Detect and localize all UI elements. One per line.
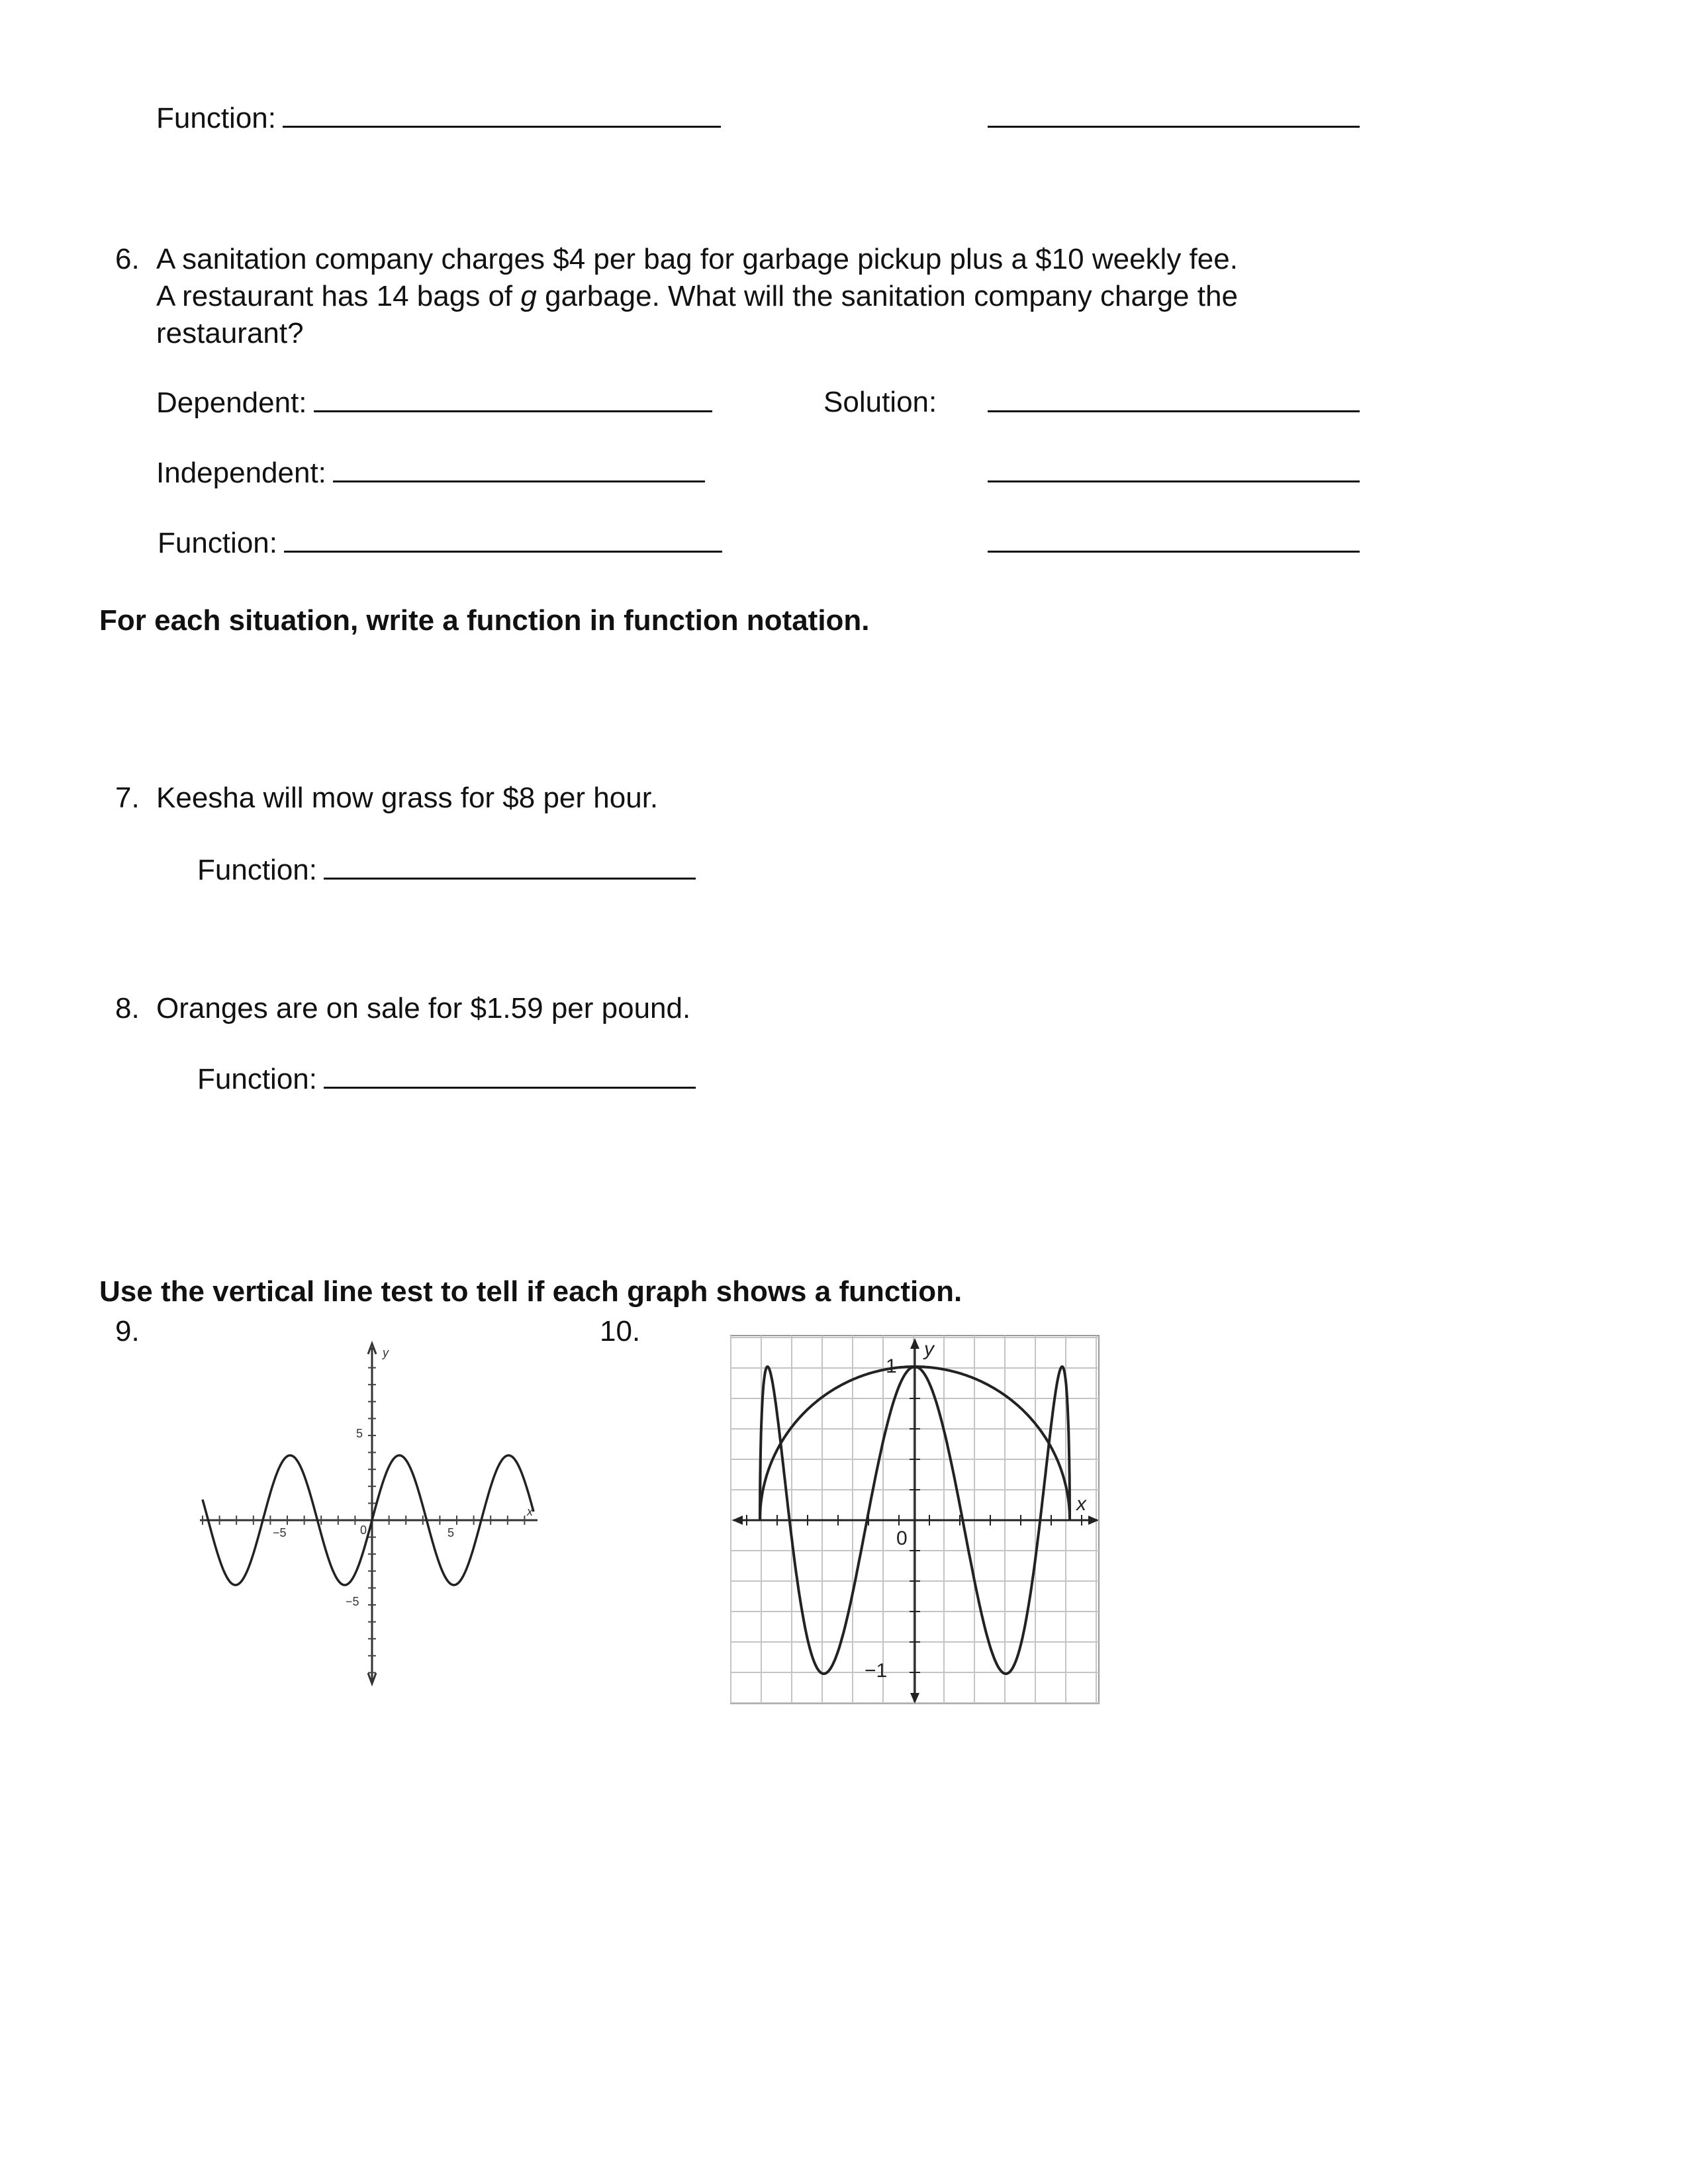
q8-function-row: [197, 1060, 696, 1098]
function-blank[interactable]: [283, 99, 721, 128]
graph10-y-tick-1: 1: [886, 1355, 897, 1377]
dependent-row: [156, 384, 712, 422]
graph10: [722, 1330, 1119, 1727]
graph9-x-tick-pos5: 5: [447, 1526, 455, 1539]
graph10-y-label: y: [924, 1338, 934, 1360]
q6-function-label: Function:: [158, 527, 277, 559]
q8-number: 8.: [115, 992, 140, 1024]
q7-text: Keesha will mow grass for $8 per hour.: [156, 782, 659, 814]
solution-blank-1[interactable]: [988, 384, 1360, 412]
q6-line2: [156, 278, 1238, 315]
q8-function-label: Function:: [197, 1063, 317, 1095]
solution-blank-3-row: [988, 524, 1360, 562]
graph10-number: 10.: [600, 1315, 641, 1347]
q8-text: Oranges are on sale for $1.59 per pound.: [156, 992, 691, 1024]
solution-blank-2-row: [988, 454, 1360, 492]
q6-function-blank[interactable]: [284, 524, 722, 553]
q8-function-blank[interactable]: [324, 1060, 696, 1089]
independent-row: [156, 454, 705, 492]
solution-blank-2[interactable]: [988, 454, 1360, 482]
graph10-x-label: x: [1076, 1493, 1086, 1515]
graph9-y-tick-neg5: −5: [346, 1595, 359, 1608]
q6-variable: g: [520, 280, 537, 312]
solution-blank[interactable]: [988, 99, 1360, 128]
graph9-y-tick-5: 5: [356, 1427, 363, 1440]
graph9-origin: 0: [360, 1524, 367, 1537]
graph9-number: 9.: [115, 1315, 140, 1347]
independent-label: Independent:: [156, 457, 326, 489]
function-label: Function:: [156, 102, 276, 134]
graph10-origin: 0: [896, 1527, 908, 1549]
graph9-y-label: y: [383, 1346, 389, 1359]
top-function-row: [156, 99, 721, 137]
q6-function-row: [158, 524, 722, 562]
graph9: [192, 1337, 563, 1694]
q7-function-blank[interactable]: [324, 851, 696, 880]
q7-number: 7.: [115, 782, 140, 814]
q6-line1: A sanitation company charges $4 per bag for garbage pickup plus a $10 weekly fee.: [156, 243, 1238, 275]
q6-line2-pre: A restaurant has 14 bags of: [156, 280, 513, 312]
dependent-label: Dependent:: [156, 387, 307, 419]
q6-line2-post: garbage. What will the sanitation company charge the: [545, 280, 1238, 312]
solution-blank-1-row: [988, 384, 1360, 422]
independent-blank[interactable]: [333, 454, 705, 482]
q7-function-row: [197, 851, 696, 889]
solution-label: Solution:: [823, 386, 937, 418]
q7-function-label: Function:: [197, 854, 317, 886]
graph9-x-label: x: [527, 1505, 533, 1518]
solution-blank-3[interactable]: [988, 524, 1360, 553]
graph10-y-tick-neg1: −1: [865, 1660, 888, 1682]
q6-line3: restaurant?: [156, 317, 304, 349]
dependent-blank[interactable]: [314, 384, 712, 412]
section-heading-vertical-line: Use the vertical line test to tell if each graph shows a function.: [99, 1275, 962, 1308]
section-heading-function-notation: For each situation, write a function in function notation.: [99, 604, 870, 637]
top-solution-row: [988, 99, 1360, 137]
graph9-x-tick-neg5: −5: [273, 1526, 287, 1539]
q6-number: 6.: [115, 243, 140, 275]
